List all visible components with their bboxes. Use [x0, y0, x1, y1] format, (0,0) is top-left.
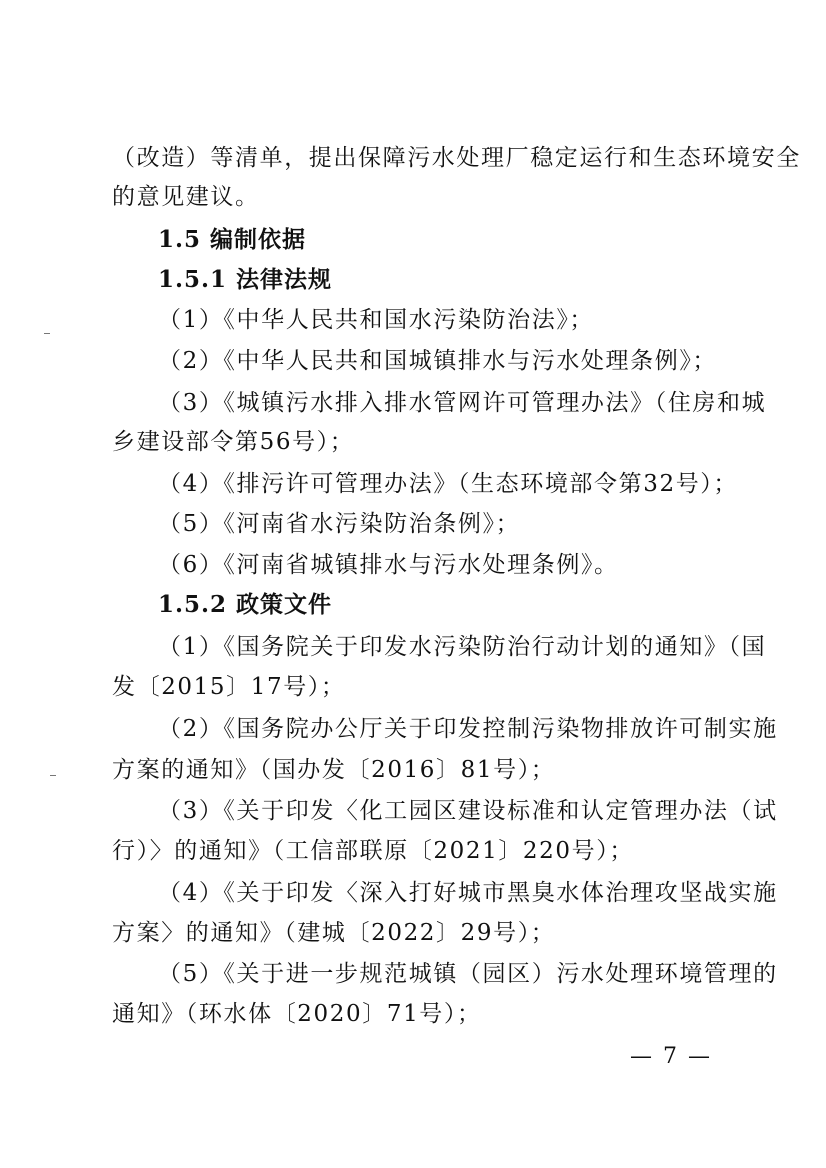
- paragraph-line: 的意见建议。: [112, 184, 260, 210]
- list-item-continuation: 方案〉的通知》（建城〔2022〕29号）；: [112, 920, 556, 946]
- list-item-continuation: 行）〉的通知》（工信部联原〔2021〕220号）；: [112, 838, 634, 864]
- section-heading: 1.5 编制依据: [158, 226, 307, 253]
- list-item-continuation: 通知》（环水体〔2020〕71号）；: [112, 1001, 482, 1027]
- scan-artifact: [50, 775, 56, 776]
- list-item: （3）《关于印发〈化工园区建设标准和认定管理办法（试: [158, 798, 778, 824]
- list-item: （4）《关于印发〈深入打好城市黑臭水体治理攻坚战实施: [158, 880, 778, 906]
- list-item-continuation: 方案的通知》（国办发〔2016〕81号）；: [112, 757, 556, 783]
- list-item: （5）《关于进一步规范城镇（园区）污水处理环境管理的: [158, 961, 778, 987]
- list-item-continuation: 发〔2015〕17号）；: [112, 674, 346, 700]
- list-item: （2）《国务院办公厅关于印发控制污染物排放许可制实施: [158, 716, 778, 742]
- list-item: （4）《排污许可管理办法》（生态环境部令第32号）；: [158, 471, 738, 497]
- list-item: （6）《河南省城镇排水与污水处理条例》。: [158, 552, 619, 578]
- list-item: （3）《城镇污水排入排水管网许可管理办法》（住房和城: [158, 390, 767, 416]
- page-number: — 7 —: [630, 1044, 712, 1069]
- list-item: （1）《国务院关于印发水污染防治行动计划的通知》（国: [158, 634, 767, 660]
- list-item: （2）《中华人民共和国城镇排水与污水处理条例》；: [158, 348, 718, 374]
- scan-artifact: [44, 333, 50, 334]
- subsection-heading: 1.5.1 法律法规: [158, 266, 333, 293]
- paragraph-line: （改造）等清单，提出保障污水处理厂稳定运行和生态环境安全: [112, 145, 801, 171]
- list-item: （5）《河南省水污染防治条例》；: [158, 511, 521, 537]
- list-item-continuation: 乡建设部令第56号）；: [112, 429, 355, 455]
- list-item: （1）《中华人民共和国水污染防治法》；: [158, 307, 595, 333]
- subsection-heading: 1.5.2 政策文件: [158, 591, 333, 618]
